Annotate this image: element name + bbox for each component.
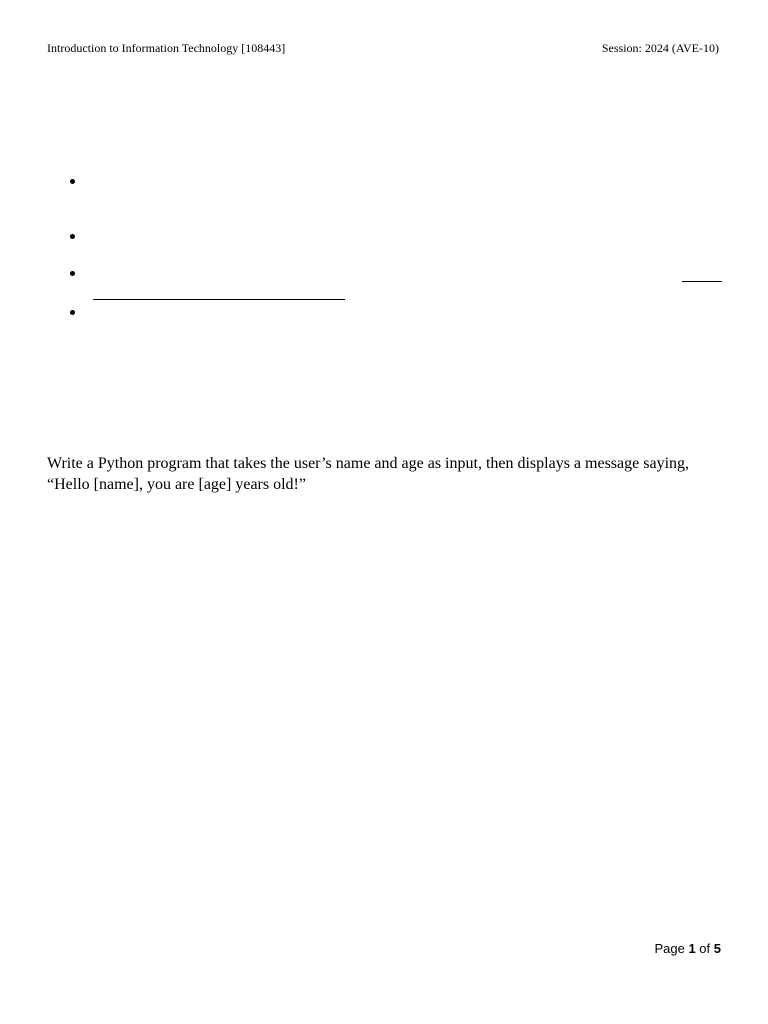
blank-line-long <box>93 299 345 300</box>
bullet-1 <box>69 178 77 186</box>
header-session: Session: 2024 (AVE-10) <box>601 41 719 55</box>
header-course-title: Introduction to Information Technology [108443] <box>47 41 286 55</box>
page-word: Page <box>654 941 685 956</box>
bullet-4 <box>69 309 77 317</box>
question-text: Write a Python program that takes the user’s name and age as input, then displays a message saying, “Hello [name], you are [age] years old!” <box>47 455 690 493</box>
page-current: 1 <box>688 941 696 956</box>
bullet-2 <box>69 233 77 241</box>
page-number <box>654 940 721 958</box>
of-word: of <box>699 941 711 956</box>
page-total: 5 <box>713 941 721 956</box>
bullet-3 <box>69 270 77 278</box>
blank-line-short <box>682 281 722 282</box>
